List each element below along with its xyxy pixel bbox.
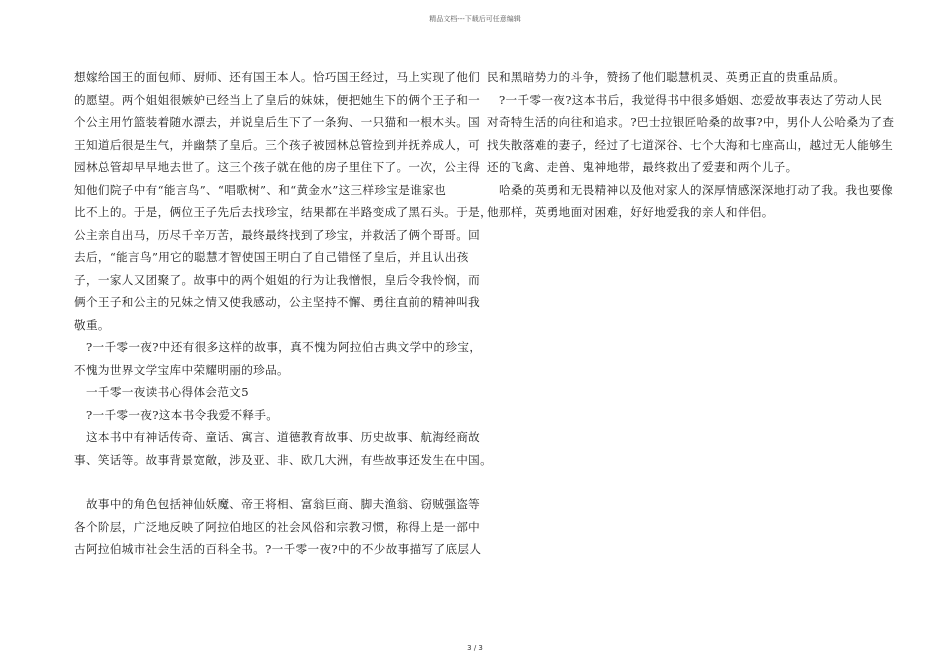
text-line: 对奇特生活的向往和追求。?巴士拉银匠哈桑的故事?中，男仆人公哈桑为了查 xyxy=(487,115,895,129)
text-line: 公主亲自出马，历尽千辛万苦，最终最终找到了珍宝，并救活了俩个哥哥。回 xyxy=(74,227,481,242)
text-line: ?一千零一夜?中还有很多这样的故事，真不愧为阿拉伯古典文学中的珍宝， xyxy=(74,340,482,354)
text-line: 还的飞禽、走兽、鬼神地带，最终救出了爱妻和两个儿子。 xyxy=(487,160,798,174)
text-line: 个公主用竹篮装着随水漂去，并说皇后生下了一条狗、一只猫和一根木头。国 xyxy=(74,115,481,129)
page-header: 精品文档---下载后可任意编辑 xyxy=(429,15,521,23)
left-column xyxy=(74,66,493,561)
text-line: 去后，“能言鸟”用它的聪慧才智使国王明白了自己错怪了皇后，并且认出孩 xyxy=(74,250,469,264)
section-title: 一千零一夜读书心得体会范文5 xyxy=(74,385,249,399)
text-line: 知他们院子中有“能言鸟”、“唱歌树”、和“黄金水”这三样珍宝是谁家也 xyxy=(74,182,447,197)
text-line: 事、笑话等。故事背景宽敞，涉及亚、非、欧几大洲，有些故事还发生在中国。 xyxy=(74,452,493,467)
text-line: 比不上的。于是，俩位王子先后去找珍宝，结果都在半路变成了黑石头。于是， xyxy=(74,205,493,219)
text-line: 各个阶层，广泛地反映了阿拉伯地区的社会风俗和宗教习惯，称得上是一部中 xyxy=(74,519,481,534)
paragraph-gap xyxy=(74,471,486,493)
text-line: 想嫁给国王的面包师、厨师、还有国王本人。恰巧国王经过，马上实现了他们 xyxy=(74,70,481,84)
text-line: 俩个王子和公主的兄妹之情又使我感动，公主坚持不懈、勇往直前的精神叫我 xyxy=(74,295,481,309)
text-line: 找失散落难的妻子，经过了七道深谷、七个大海和七座高山，越过无人能够生 xyxy=(487,137,894,152)
text-line: 子，一家人又团聚了。故事中的两个姐姐的行为让我憎恨，皇后令我怜悯，而 xyxy=(74,272,481,287)
text-line: ?一千零一夜?这本书后，我觉得书中很多婚姻、恋爱故事表达了劳动人民 xyxy=(487,92,883,107)
text-line: 这本书中有神话传奇、童话、寓言、道德教育故事、历史故事、航海经商故 xyxy=(74,430,481,444)
text-line: 哈桑的英勇和无畏精神以及他对家人的深厚情感深深地打动了我。我也要像 xyxy=(487,182,894,197)
text-line: 的愿望。两个姐姐很嫉妒已经当上了皇后的妹妹，便把她生下的俩个王子和一 xyxy=(74,92,481,107)
text-line: 他那样，英勇地面对困难，好好地爱我的亲人和伴侣。 xyxy=(487,205,774,219)
text-line: 敬重。 xyxy=(74,317,110,332)
text-line: 故事中的角色包括神仙妖魔、帝王将相、富翁巨商、脚夫渔翁、窃贼强盗等 xyxy=(74,497,481,511)
text-line: 园林总管却早早地去世了。这三个孩子就在他的房子里住下了。一次，公主得 xyxy=(74,160,481,174)
right-column xyxy=(487,66,895,224)
page-number: 3 / 3 xyxy=(467,644,483,652)
text-line: 古阿拉伯城市社会生活的百科全书。?一千零一夜?中的不少故事描写了底层人 xyxy=(74,542,482,556)
text-line: 不愧为世界文学宝库中荣耀明丽的珍品。 xyxy=(74,362,289,377)
text-line: ?一千零一夜?这本书令我爱不释手。 xyxy=(74,407,279,422)
text-line: 王知道后很是生气，并幽禁了皇后。三个孩子被园林总管捡到并抚养成人，可 xyxy=(74,137,481,152)
text-line: 民和黑暗势力的斗争，赞扬了他们聪慧机灵、英勇正直的贵重品质。 xyxy=(487,70,846,84)
